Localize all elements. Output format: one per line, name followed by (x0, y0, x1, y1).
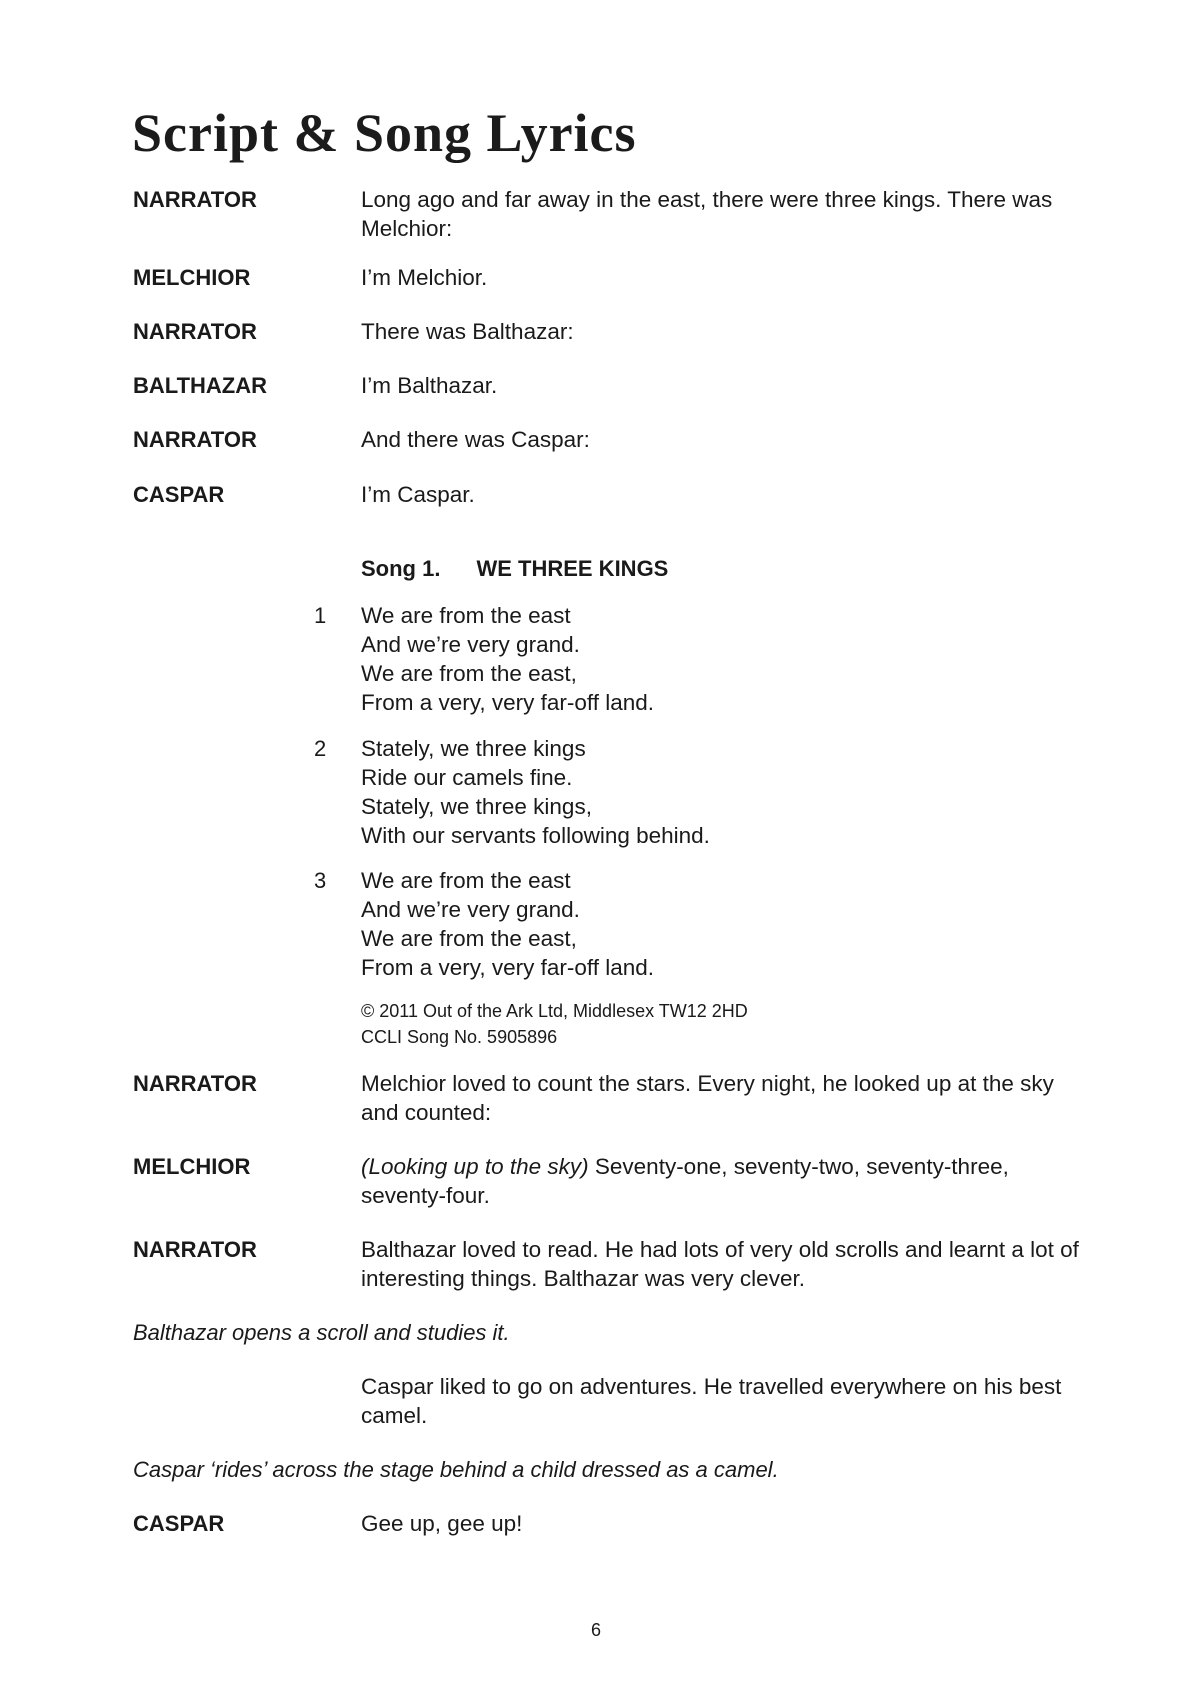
copyright-line: © 2011 Out of the Ark Ltd, Middlesex TW12 2HD (361, 1001, 748, 1021)
lyric-line: With our servants following behind. (361, 823, 710, 848)
speaker-name: CASPAR (133, 1511, 225, 1536)
lyric-line: We are from the east, (361, 926, 577, 951)
stage-direction-inline: (Looking up to the sky) (361, 1154, 589, 1179)
page-number: 6 (590, 1620, 601, 1640)
lyric-line: We are from the east (361, 603, 571, 628)
lyric-line: Stately, we three kings, (361, 794, 592, 819)
song-name: WE THREE KINGS (476, 556, 669, 581)
dialogue-line: And there was Caspar: (361, 427, 590, 452)
dialogue-line: Balthazar loved to read. He had lots of very old scrolls and learnt a lot of interesting things. Balthazar was very clever. (361, 1237, 1079, 1291)
speaker-name: CASPAR (133, 482, 225, 507)
speaker-name: BALTHAZAR (133, 373, 268, 398)
dialogue-line: Long ago and far away in the east, there were three kings. There was Melchior: (361, 187, 1053, 241)
dialogue-line: Gee up, gee up! (361, 1511, 523, 1536)
dialogue-line: I’m Melchior. (361, 265, 488, 290)
ccli-line: CCLI Song No. 5905896 (361, 1027, 558, 1047)
dialogue-line: Melchior loved to count the stars. Every night, he looked up at the sky and counted: (361, 1071, 1054, 1125)
speaker-name: MELCHIOR (133, 1154, 251, 1179)
speaker-name: MELCHIOR (133, 265, 251, 290)
speaker-name: NARRATOR (133, 187, 257, 212)
dialogue-line: Caspar liked to go on adventures. He travelled everywhere on his best camel. (361, 1374, 1062, 1428)
lyric-line: From a very, very far-off land. (361, 690, 655, 715)
dialogue-line: I’m Balthazar. (361, 373, 498, 398)
speaker-name: NARRATOR (133, 319, 257, 344)
lyric-line: And we’re very grand. (361, 897, 580, 922)
dialogue-line: Seventy-one, seventy-two, seventy-three, seventy-four. (361, 1154, 1009, 1208)
song-number: Song 1. (361, 556, 441, 581)
speaker-name: NARRATOR (133, 427, 257, 452)
dialogue-line: I’m Caspar. (361, 482, 475, 507)
speaker-name: NARRATOR (133, 1237, 257, 1262)
speaker-name: NARRATOR (133, 1071, 257, 1096)
lyric-line: We are from the east, (361, 661, 577, 686)
lyric-line: From a very, very far-off land. (361, 955, 655, 980)
verse-number: 3 (314, 868, 327, 893)
dialogue-line: There was Balthazar: (361, 319, 574, 344)
lyric-line: And we’re very grand. (361, 632, 580, 657)
verse-number: 2 (314, 736, 327, 761)
lyric-line: Stately, we three kings (361, 736, 586, 761)
lyric-line: Ride our camels fine. (361, 765, 573, 790)
verse-number: 1 (314, 603, 327, 628)
stage-direction: Caspar ‘rides’ across the stage behind a child dressed as a camel. (133, 1457, 779, 1482)
page-title: Script & Song Lyrics (132, 103, 637, 163)
stage-direction: Balthazar opens a scroll and studies it. (133, 1320, 510, 1345)
lyric-line: We are from the east (361, 868, 571, 893)
